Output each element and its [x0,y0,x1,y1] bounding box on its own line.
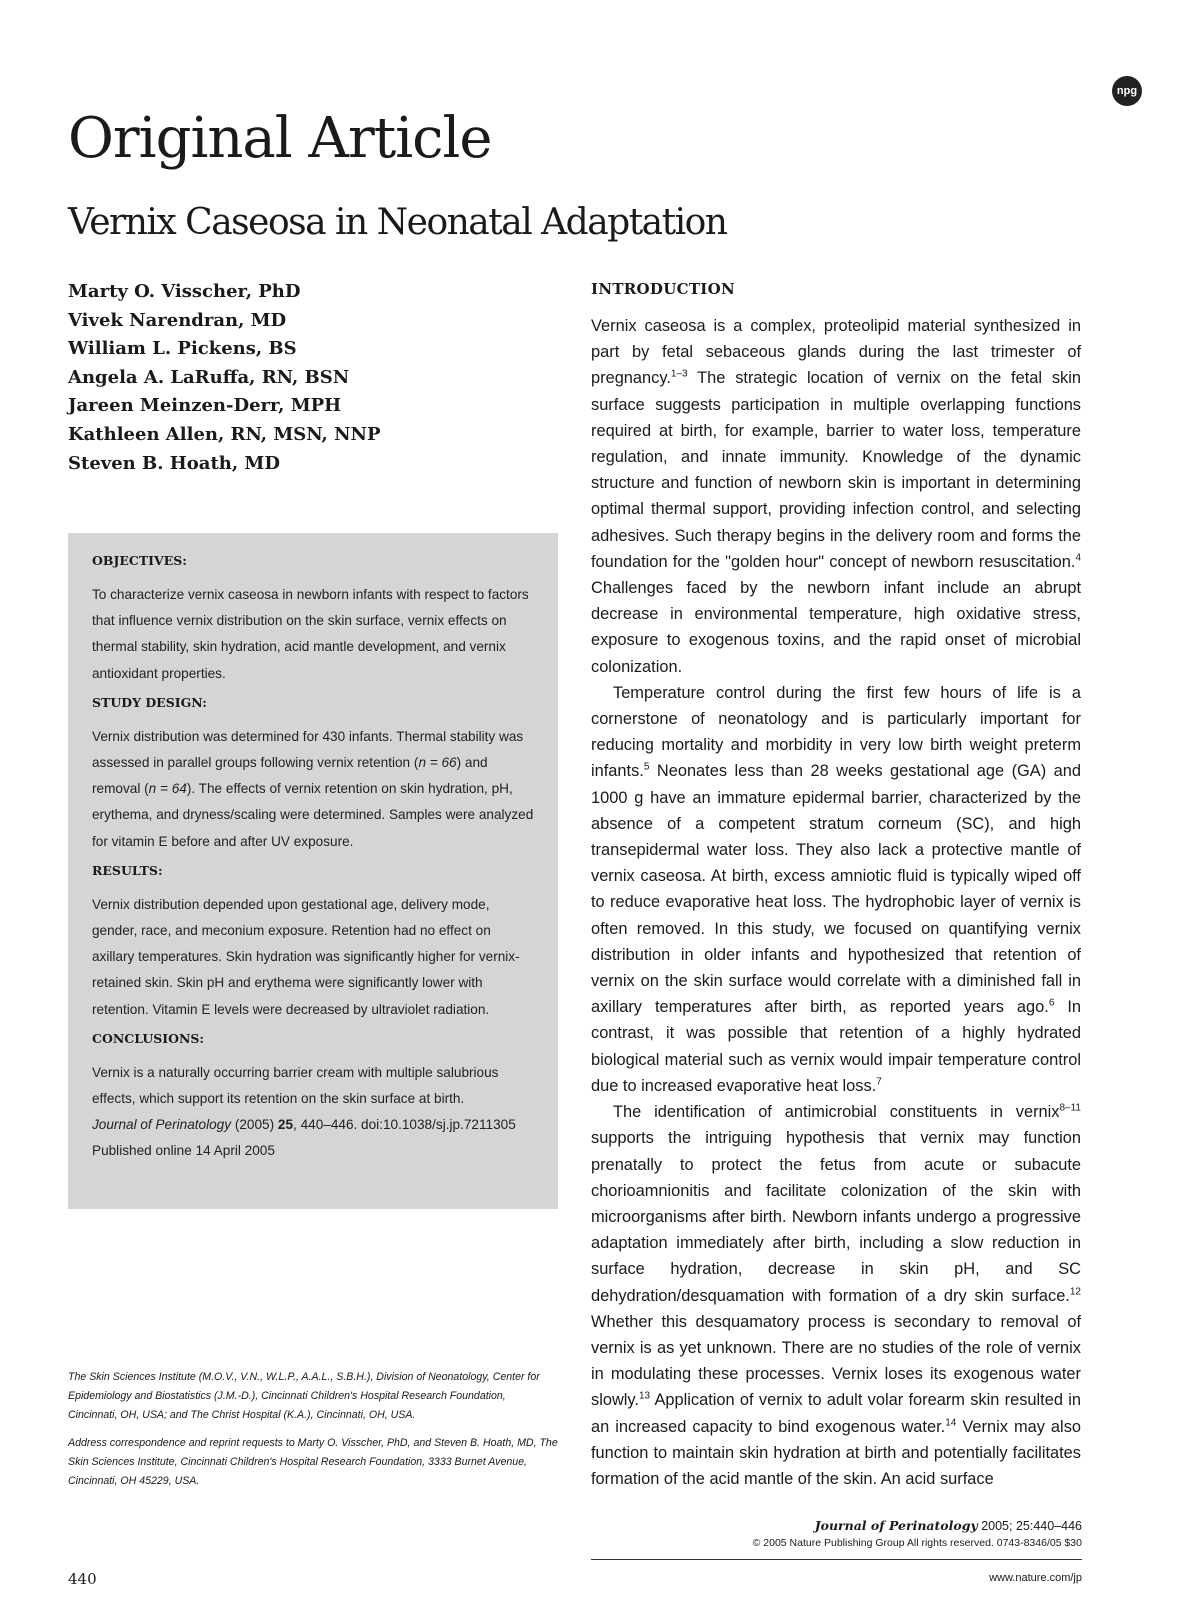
correspondence-address: Address correspondence and reprint requests to Marty O. Visscher, PhD, and Steven B. Hoath, MD, The Skin Sciences Institute, Cincinnati Children's Hospital Research Foundation, 3333 Burnet Avenue, Cincinnati, OH 45229, USA. [68,1437,558,1487]
paragraph: Vernix caseosa is a complex, proteolipid material synthesized in part by fetal sebaceous glands during the last trimester of pregnancy.$^{1-3}$ The strategic location of vernix on the fetal skin surface suggests participation in multiple overlapping functions required at birth, for example, barrier to water loss, temperature regulation, and innate immunity. Knowledge of the dynamic structure and function of newborn skin is important in determining optimal thermal support, providing infection control, and selecting adhesives. Such therapy begins in the delivery room and forms the foundation for the "golden hour" concept of newborn resuscitation.$^4$ Challenges faced by the newborn infant include an abrupt decrease in environmental temperature, high oxidative stress, exposure to exogenous toxins, and the rapid onset of microbial colonization. [591,317,1081,676]
footer-journal-ref: 2005; 25:440–446 [977,1519,1082,1533]
results-heading: RESULTS: [92,862,163,878]
footer-copyright: © 2005 Nature Publishing Group All rights reserved. 0743-8346/05 $30 [752,1537,1082,1549]
conclusions-text: Vernix is a naturally occurring barrier cream with multiple salubrious effects, which support its retention on the skin surface at birth. Journal of Perinatology (2005) 25, 440–446. doi:10.1038/sj.jp.7211305 Published online 14 April 2005 [92,1064,516,1159]
reference-superscript[interactable]: 12 [1069,1286,1081,1298]
objectives-text: To characterize vernix caseosa in newborn infants with respect to factors that influence vernix distribution on the skin surface, vernix effects on thermal stability, skin hydration, acid mantle development, and vernix antioxidant properties. [92,587,529,681]
reference-superscript[interactable]: 7 [876,1076,882,1088]
paragraph: The identification of antimicrobial constituents in vernix$^{8-11}$ supports the intriguing hypothesis that vernix may function prenatally to protect the fetus from acute or subacute chorioamnionitis and facilitate colonization of the skin with microorganisms after birth. Newborn infants undergo a progressive adaptation immediately after birth, including a slow reduction in surface hydration, decrease in skin pH, and SC dehydration/desquamation with formation of a dry skin surface.$^{12}$ Whether this desquamatory process is secondary to removal of vernix is as yet unknown. There are no studies of the role of vernix in modulating these processes. Vernix loses its exogenous water slowly.$^{13}$ Application of vernix to adult volar forearm skin resulted in an increased capacity to bind exogenous water.$^{14}$ Vernix may also function to maintain skin hydration at birth and potentially facilitates formation of the acid mantle of the skin. An acid surface [591,1102,1082,1488]
reference-superscript[interactable]: 5 [643,761,650,773]
citation-journal: Journal of Perinatology [92,1117,232,1133]
affiliation-institutes: The Skin Sciences Institute (M.O.V., V.N., W.L.P., A.A.L., S.B.H.), Division of Neonatology, Center for Epidemiology and Biostatistics (J.M.-D.), Cincinnati Children's Hospital Research Foundation, Cincinnati, OH, USA; and The Christ Hospital (K.A.), Cincinnati, OH, USA. [68,1371,540,1421]
footer-url-link[interactable]: www.nature.com/jp [989,1572,1082,1584]
introduction-heading: INTRODUCTION [591,280,736,298]
reference-superscript[interactable]: 8–11 [1059,1102,1081,1114]
affiliation-notes [68,1368,558,1500]
conclusions-heading: CONCLUSIONS: [92,1030,205,1046]
footer-divider [591,1559,1082,1560]
author-list [68,278,381,478]
reference-superscript[interactable]: 6 [1048,997,1055,1009]
reference-superscript[interactable]: 13 [638,1390,651,1402]
author-name: Vivek Narendran, MD [68,309,287,331]
article-title: Vernix Caseosa in Neonatal Adaptation [68,202,727,243]
page-number: 440 [68,1570,97,1588]
reference-superscript[interactable]: 1–3 [670,368,688,380]
abstract-box [68,533,558,1209]
reference-superscript[interactable]: 14 [945,1417,957,1429]
study-design-heading: STUDY DESIGN: [92,694,207,710]
footer-journal-name: Journal of Perinatology [814,1518,978,1533]
author-name: Angela A. LaRuffa, RN, BSN [68,366,350,388]
reference-superscript[interactable]: 4 [1075,552,1081,564]
footer-journal-info [753,1517,1082,1552]
study-design-text: Vernix distribution was determined for 430 infants. Thermal stability was assessed in parallel groups following vernix retention (n = 66) and removal (n = 64). The effects of vernix retention on skin hydration, pH, erythema, and dryness/scaling were determined. Samples were analyzed for vitamin E before and after UV exposure. [92,728,534,849]
author-name: Marty O. Visscher, PhD [68,281,301,302]
article-type-heading: Original Article [68,106,492,171]
paragraph: Temperature control during the first few hours of life is a cornerstone of neonatology and is particularly important for reducing mortality and morbidity in very low birth weight preterm infants.$^5$ Neonates less than 28 weeks gestational age (GA) and 1000 g have an immature epidermal barrier, characterized by the absence of a competent stratum corneum (SC), and high transepidermal water loss. They also lack a protective mantle of vernix caseosa. At birth, excess amniotic fluid is typically wiped off to reduce evaporative heat loss. The hydrophobic layer of vernix is often removed. In this study, we focused on quantifying vernix distribution in older infants and hypothesized that retention of vernix on the skin surface would correlate with a diminished fall in axillary temperatures after birth, as reported years ago.$^6$ In contrast, it was possible that retention of a highly hydrated biological material such as vernix would impair temperature control due to increased evaporative heat loss.$^7$ [591,683,1081,1095]
objectives-heading: OBJECTIVES: [92,553,187,568]
citation-doi: , 440–446. doi:10.1038/sj.jp.7211305 [293,1117,516,1133]
author-name: William L. Pickens, BS [68,338,297,360]
introduction-body [591,313,1081,1492]
npg-logo: npg [1112,76,1142,106]
published-date: Published online 14 April 2005 [92,1143,275,1159]
author-name: Steven B. Hoath, MD [68,452,280,474]
author-name: Kathleen Allen, RN, MSN, NNP [68,423,381,445]
author-name: Jareen Meinzen-Derr, MPH [68,395,342,417]
results-text: Vernix distribution depended upon gestational age, delivery mode, gender, race, and meconium exposure. Retention had no effect on axillary temperatures. Skin hydration was significantly higher for vernix-retained skin. Skin pH and erythema were significantly lower with retention. Vitamin E levels were decreased by ultraviolet radiation. [92,896,520,1017]
